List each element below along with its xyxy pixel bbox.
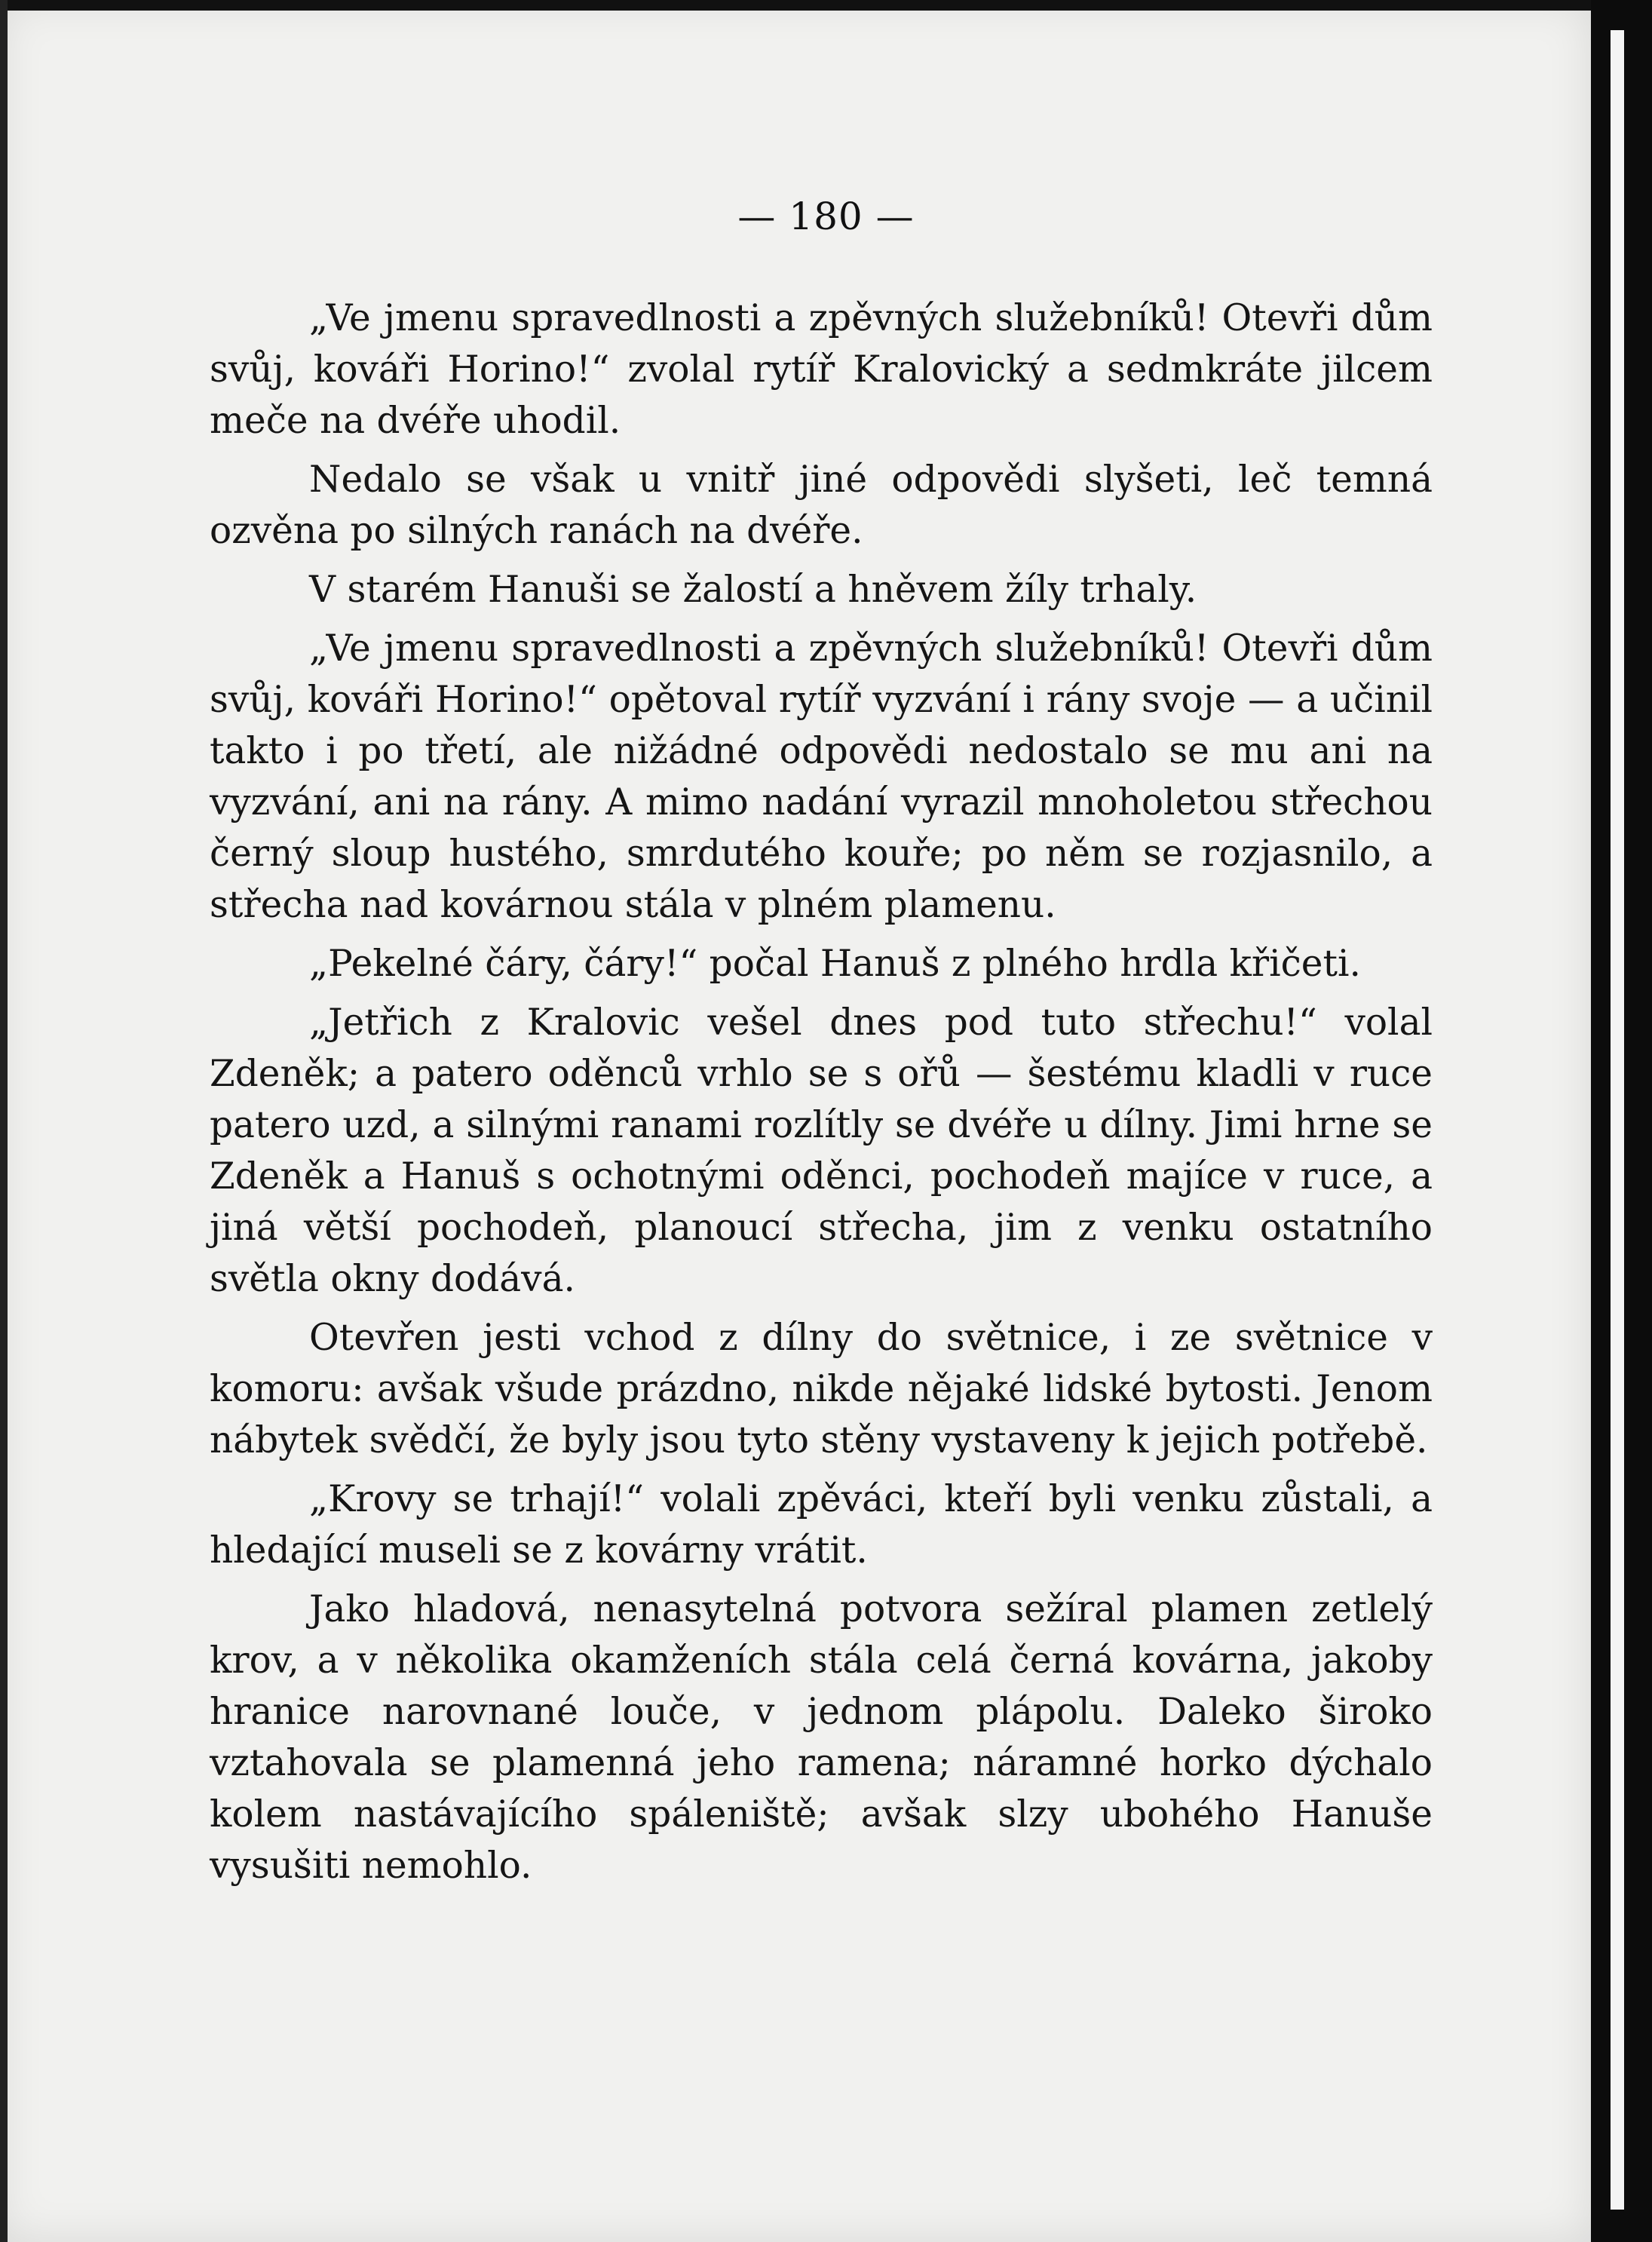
body-text <box>210 293 1433 1891</box>
paragraph-7: Otevřen jesti vchod z dílny do světnice, i ze světnice v komoru: avšak všude prázdno, nikde nějaké lidské bytosti. Jenom nábytek svědčí, že byly jsou tyto stěny vystaveny k jejich potřebě. <box>210 1317 1433 1461</box>
scan-left-edge <box>0 0 8 2242</box>
paragraph-6: „Jetřich z Kralovic vešel dnes pod tuto střechu!“ volal Zdeněk; a patero oděnců vrhlo se s ořů — šestému kladli v ruce patero uzd, a silnými ranami rozlítly se dvéře u dílny. Jimi hrne se Zdeněk a Hanuš s ochotnými oděnci, pochodeň majíce v ruce, a jiná větší pochodeň, planoucí střecha, jim z venku ostatního světla okny dodává. <box>210 1001 1433 1300</box>
paragraph-8: „Krovy se trhají!“ volali zpěváci, kteří byli venku zůstali, a hledající museli se z kovárny vrátit. <box>210 1478 1433 1572</box>
paragraph-3: V starém Hanuši se žalostí a hněvem žíly trhaly. <box>309 569 1197 611</box>
paragraph-9: Jako hladová, nenasytelná potvora sežíral plamen zetlelý krov, a v několika okamženích stála celá černá kovárna, jakoby hranice narovnané louče, v jednom plápolu. Daleko široko vztahovala se plamenná jeho ramena; náramné horko dýchalo kolem nastávajícího spáleniště; avšak slzy ubohého Hanuše vysušiti nemohlo. <box>210 1588 1433 1887</box>
paragraph-1: „Ve jmenu spravedlnosti a zpěvných služebníků! Otevři dům svůj, kováři Horino!“ zvolal rytíř Kralovický a sedmkráte jilcem meče na dvéře uhodil. <box>210 297 1433 442</box>
paragraph-2: Nedalo se však u vnitř jiné odpovědi slyšeti, leč temná ozvěna po silných ranách na dvéře. <box>210 459 1433 552</box>
scan-binding-edge <box>1591 0 1652 2242</box>
scan-top-edge <box>0 0 1652 11</box>
paragraph-5: „Pekelné čáry, čáry!“ počal Hanuš z plného hrdla křičeti. <box>309 943 1361 985</box>
paragraph-4: „Ve jmenu spravedlnosti a zpěvných služebníků! Otevři dům svůj, kováři Horino!“ opětoval rytíř vyzvání i rány svoje — a učinil takto i po třetí, ale nižádné odpovědi nedostalo se mu ani na vyzvání, ani na rány. A mimo nadání vyrazil mnoholetou střechou černý sloup hustého, smrdutého kouře; po něm se rozjasnilo, a střecha nad kovárnou stála v plném plamenu. <box>210 627 1433 926</box>
page-number: — 180 — <box>737 195 915 238</box>
